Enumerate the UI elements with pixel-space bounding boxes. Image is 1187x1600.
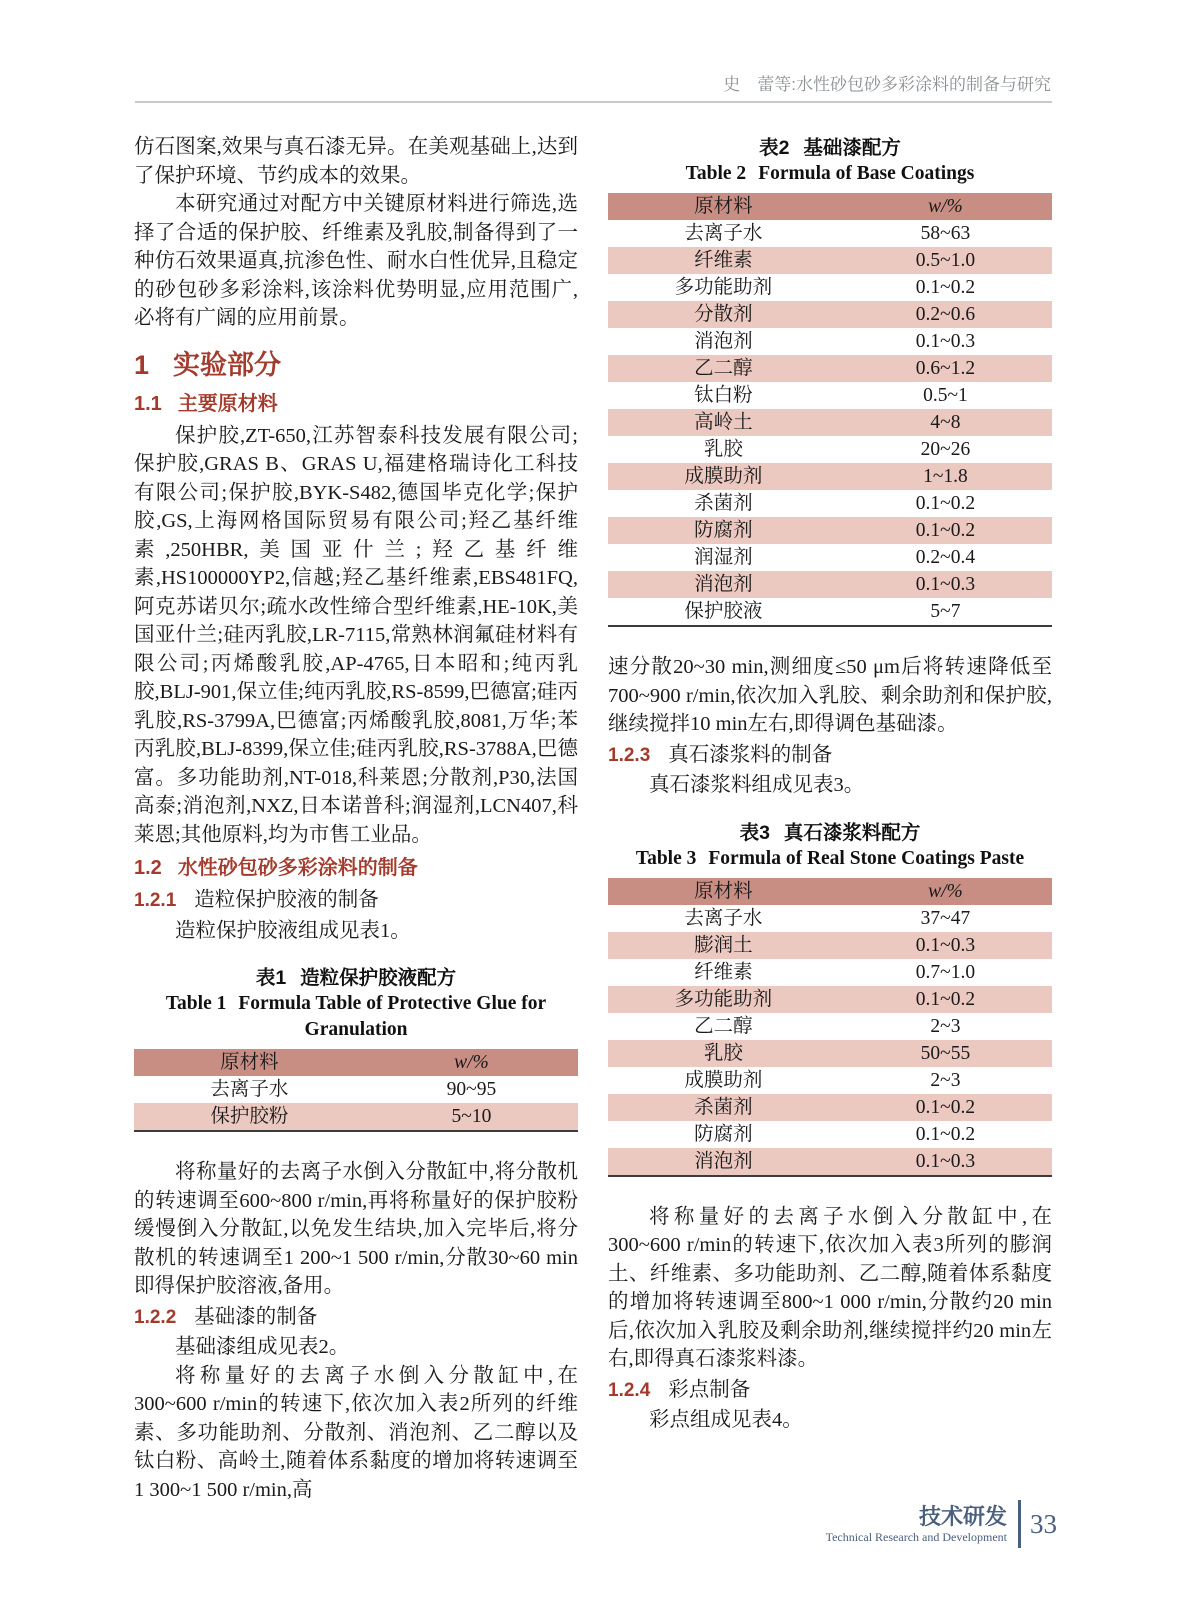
- value-cell: 5~10: [451, 1106, 492, 1127]
- value-cell: 0.5~1.0: [915, 250, 976, 271]
- table-row: [608, 409, 1052, 436]
- material-cell: 纤维素: [694, 250, 753, 271]
- table-row: [134, 1103, 578, 1131]
- material-cell: 润湿剂: [694, 547, 753, 568]
- material-cell: 乙二醇: [694, 358, 753, 379]
- table-header-row: [134, 1049, 578, 1076]
- table2-intro: 基础漆组成见表2。: [175, 1336, 350, 1358]
- table-row: [608, 1121, 1052, 1148]
- table2-caption-zh: [608, 135, 1052, 161]
- material-cell: 防腐剂: [694, 1123, 753, 1145]
- running-head: 史 蕾等:水性砂包砂多彩涂料的制备与研究: [723, 75, 1051, 94]
- value-cell: 0.1~0.2: [915, 988, 976, 1010]
- material-cell: 去离子水: [684, 223, 763, 244]
- table-header-cell: w/%: [928, 196, 963, 217]
- table-row: [608, 544, 1052, 571]
- value-cell: 0.1~0.3: [915, 1150, 976, 1172]
- table-title: 真石漆浆料配方: [783, 821, 921, 844]
- table-header-cell: w/%: [928, 880, 963, 902]
- table-row: [608, 905, 1052, 932]
- value-cell: 0.1~0.3: [915, 331, 976, 352]
- page-footer: [826, 1500, 1057, 1548]
- section-heading-1-2-1: [134, 886, 578, 916]
- material-cell: 成膜助剂: [684, 1069, 763, 1091]
- value-cell: 0.1~0.2: [915, 520, 976, 541]
- material-cell: 消泡剂: [694, 574, 753, 595]
- footer-section-zh: 技术研发: [918, 1503, 1007, 1529]
- footer-section-en: Technical Research and Development: [825, 1529, 1007, 1544]
- table-row: [608, 1067, 1052, 1094]
- value-cell: 0.6~1.2: [915, 358, 976, 379]
- material-cell: 高岭土: [694, 412, 753, 433]
- table-header-row: [608, 193, 1052, 220]
- base-paint-paragraph: 将称量好的去离子水倒入分散缸中,在300~600 r/min的转速下,依次加入表2所列的纤维素、多功能助剂、分散剂、消泡剂、乙二醇以及钛白粉、高岭土,随着体系黏度的增加将转速调至1 300~1 500 r/min,高: [134, 1364, 578, 1501]
- table2-caption-en: [608, 161, 1052, 187]
- footer-section: [826, 1504, 1007, 1545]
- section-heading-1-1: [134, 391, 578, 417]
- value-cell: 0.1~0.2: [915, 277, 976, 298]
- table-row: [608, 247, 1052, 274]
- table-header-row: [608, 878, 1052, 905]
- table1-caption-en: [134, 991, 578, 1043]
- table2-block: [608, 135, 1052, 627]
- table-row: [608, 986, 1052, 1013]
- table-row: [608, 220, 1052, 247]
- table-label: 表1: [255, 967, 287, 989]
- table3-intro: 真石漆浆料组成见表3。: [649, 774, 865, 796]
- table-row: [608, 1094, 1052, 1121]
- material-cell: 多功能助剂: [674, 988, 773, 1010]
- table3-block: [608, 820, 1052, 1177]
- table1-caption-zh: [134, 965, 578, 991]
- table-header-cell: 原材料: [694, 880, 753, 902]
- section-number: 1.2.1: [134, 890, 177, 911]
- table-label: Table 2: [685, 163, 747, 184]
- table-row: [608, 436, 1052, 463]
- table-row: [608, 598, 1052, 626]
- table-header-cell: w/%: [454, 1052, 489, 1073]
- material-cell: 保护胶粉: [210, 1106, 289, 1127]
- section-heading-1-2-3: [608, 741, 1052, 771]
- table1-block: [134, 965, 578, 1132]
- section-number: 1.2.3: [608, 744, 651, 766]
- right-column: [608, 133, 1052, 1435]
- table-row: [608, 490, 1052, 517]
- paragraph: 仿石图案,效果与真石漆无异。在美观基础上,达到了保护环境、节约成本的效果。: [134, 136, 578, 187]
- material-cell: 成膜助剂: [684, 466, 763, 487]
- material-cell: 分散剂: [694, 304, 753, 325]
- value-cell: 0.1~0.2: [915, 1123, 976, 1145]
- material-cell: 乙二醇: [694, 1015, 753, 1037]
- section-title: 基础漆的制备: [194, 1305, 318, 1328]
- value-cell: 37~47: [920, 907, 971, 929]
- material-cell: 去离子水: [684, 907, 763, 929]
- table-label: 表2: [759, 137, 790, 159]
- table-label: Table 1: [165, 993, 227, 1014]
- section-title: 彩点制备: [668, 1378, 751, 1401]
- header-rule: [135, 101, 1052, 103]
- table-row: [608, 932, 1052, 959]
- table-title: Formula of Base Coatings: [758, 163, 975, 184]
- materials-paragraph: 保护胶,ZT-650,江苏智泰科技发展有限公司;保护胶,GRAS B、GRAS U,福建格瑞诗化工科技有限公司;保护胶,BYK-S482,德国毕克化学;保护胶,GS,上海网格国际贸易有限公司;羟乙基纤维素,250HBR,美国亚什兰;羟乙基纤维素,HS100000YP2,信越;羟乙基纤维素,EBS481FQ,阿克苏诺贝尔;疏水改性缔合型纤维素,HE-10K,美国亚什兰;硅丙乳胶,LR-7115,常熟林润氟硅材料有限公司;丙烯酸乳胶,AP-4765,日本昭和;纯丙乳胶,BLJ-901,保立佳;纯丙乳胶,RS-8599,巴德富;硅丙乳胶,RS-3799A,巴德富;丙烯酸乳胶,8081,万华;苯丙乳胶,BLJ-8399,保立佳;硅丙乳胶,RS-3788A,巴德富。多功能助剂,NT-018,科莱恩;分散剂,P30,法国高泰;消泡剂,NXZ,日本诺普科;润湿剂,LCN407,科莱恩;其他原料,均为市售工业品。: [134, 424, 578, 846]
- table1: [134, 1049, 578, 1132]
- value-cell: 1~1.8: [923, 466, 968, 487]
- section-number: 1.2.4: [608, 1379, 651, 1401]
- value-cell: 4~8: [930, 412, 961, 433]
- section-heading-1: [134, 349, 578, 381]
- material-cell: 防腐剂: [694, 520, 753, 541]
- table3-caption-zh: [608, 820, 1052, 846]
- material-cell: 乳胶: [703, 439, 743, 460]
- table-row: [608, 1040, 1052, 1067]
- value-cell: 2~3: [930, 1069, 961, 1091]
- table-label: 表3: [739, 821, 770, 844]
- table-row: [608, 1013, 1052, 1040]
- value-cell: 0.1~0.3: [915, 934, 976, 956]
- table4-intro: 彩点组成见表4。: [649, 1409, 803, 1431]
- value-cell: 0.1~0.2: [915, 1096, 976, 1118]
- paragraph: 本研究通过对配方中关键原材料进行筛选,选择了合适的保护胶、纤维素及乳胶,制备得到了一种仿石效果逼真,抗渗色性、耐水白性优异,且稳定的砂包砂多彩涂料,该涂料优势明显,应用范围广,必将有广阔的应用前景。: [134, 193, 578, 329]
- table1-intro: 造粒保护胶液组成见表1。: [175, 919, 411, 942]
- page-number: 33: [1030, 1508, 1057, 1539]
- value-cell: 2~3: [930, 1015, 961, 1037]
- table-row: [608, 274, 1052, 301]
- section-number: 1.2.2: [134, 1306, 177, 1328]
- table-row: [608, 959, 1052, 986]
- section-heading-1-2: [134, 855, 578, 881]
- table2: [608, 193, 1052, 627]
- material-cell: 多功能助剂: [674, 277, 773, 298]
- table-row: [608, 463, 1052, 490]
- value-cell: 0.1~0.2: [915, 493, 976, 514]
- table-row: [608, 1148, 1052, 1176]
- value-cell: 5~7: [930, 601, 961, 622]
- material-cell: 保护胶液: [684, 601, 763, 622]
- footer-divider: [1018, 1500, 1021, 1548]
- value-cell: 0.2~0.6: [915, 304, 976, 325]
- table-row: [608, 571, 1052, 598]
- section-title: 造粒保护胶液的制备: [194, 889, 379, 911]
- table-title: Formula Table of Protective Glue for Granulation: [238, 993, 547, 1040]
- value-cell: 20~26: [920, 439, 971, 460]
- value-cell: 0.5~1: [923, 385, 968, 406]
- material-cell: 钛白粉: [694, 385, 753, 406]
- table-header-cell: 原材料: [694, 196, 753, 217]
- material-cell: 纤维素: [694, 961, 753, 983]
- table-title: Formula of Real Stone Coatings Paste: [708, 847, 1025, 869]
- material-cell: 膨润土: [694, 934, 753, 956]
- value-cell: 50~55: [920, 1042, 971, 1064]
- left-column: [134, 133, 578, 1504]
- section-title: 主要原材料: [177, 392, 278, 415]
- material-cell: 杀菌剂: [694, 493, 753, 514]
- table-row: [608, 328, 1052, 355]
- section-title: 水性砂包砂多彩涂料的制备: [177, 857, 418, 879]
- material-cell: 去离子水: [210, 1079, 289, 1100]
- material-cell: 消泡剂: [694, 331, 753, 352]
- table-row: [134, 1076, 578, 1103]
- table-title: 基础漆配方: [803, 137, 901, 159]
- table-label: Table 3: [635, 847, 697, 869]
- table-row: [608, 301, 1052, 328]
- value-cell: 90~95: [446, 1079, 497, 1100]
- table-title: 造粒保护胶液配方: [300, 967, 457, 989]
- value-cell: 0.1~0.3: [915, 574, 976, 595]
- table-header-cell: 原材料: [220, 1052, 279, 1073]
- section-number: 1: [134, 349, 150, 380]
- section-title: 实验部分: [173, 349, 282, 380]
- material-cell: 消泡剂: [694, 1150, 753, 1172]
- value-cell: 0.2~0.4: [915, 547, 976, 568]
- table-row: [608, 517, 1052, 544]
- table-row: [608, 355, 1052, 382]
- table-row: [608, 382, 1052, 409]
- section-number: 1.2: [134, 857, 162, 879]
- material-cell: 乳胶: [703, 1042, 743, 1064]
- section-heading-1-2-2: [134, 1303, 578, 1333]
- value-cell: 0.7~1.0: [915, 961, 976, 983]
- stone-paste-paragraph: 将称量好的去离子水倒入分散缸中,在300~600 r/min的转速下,依次加入表3所列的膨润土、纤维素、多功能助剂、乙二醇,随着体系黏度的增加将转速调至800~1 000 r/min,分散约20 min后,依次加入乳胶及剩余助剂,继续搅拌约20 min左右,即得真石漆浆料漆。: [608, 1205, 1052, 1370]
- section-title: 真石漆浆料的制备: [668, 743, 833, 766]
- section-heading-1-2-4: [608, 1376, 1052, 1406]
- value-cell: 58~63: [920, 223, 971, 244]
- table3-caption-en: [608, 846, 1052, 872]
- section-number: 1.1: [134, 392, 162, 415]
- base-paint-paragraph-cont: 速分散20~30 min,测细度≤50 μm后将转速降低至700~900 r/min,依次加入乳胶、剩余助剂和保护胶,继续搅拌10 min左右,即得调色基础漆。: [608, 656, 1052, 735]
- granulation-paragraph: 将称量好的去离子水倒入分散缸中,将分散机的转速调至600~800 r/min,再将称量好的保护胶粉缓慢倒入分散缸,以免发生结块,加入完毕后,将分散机的转速调至1 200~1 500 r/min,分散30~60 min即得保护胶溶液,备用。: [134, 1161, 578, 1297]
- table3: [608, 878, 1052, 1177]
- material-cell: 杀菌剂: [694, 1096, 753, 1118]
